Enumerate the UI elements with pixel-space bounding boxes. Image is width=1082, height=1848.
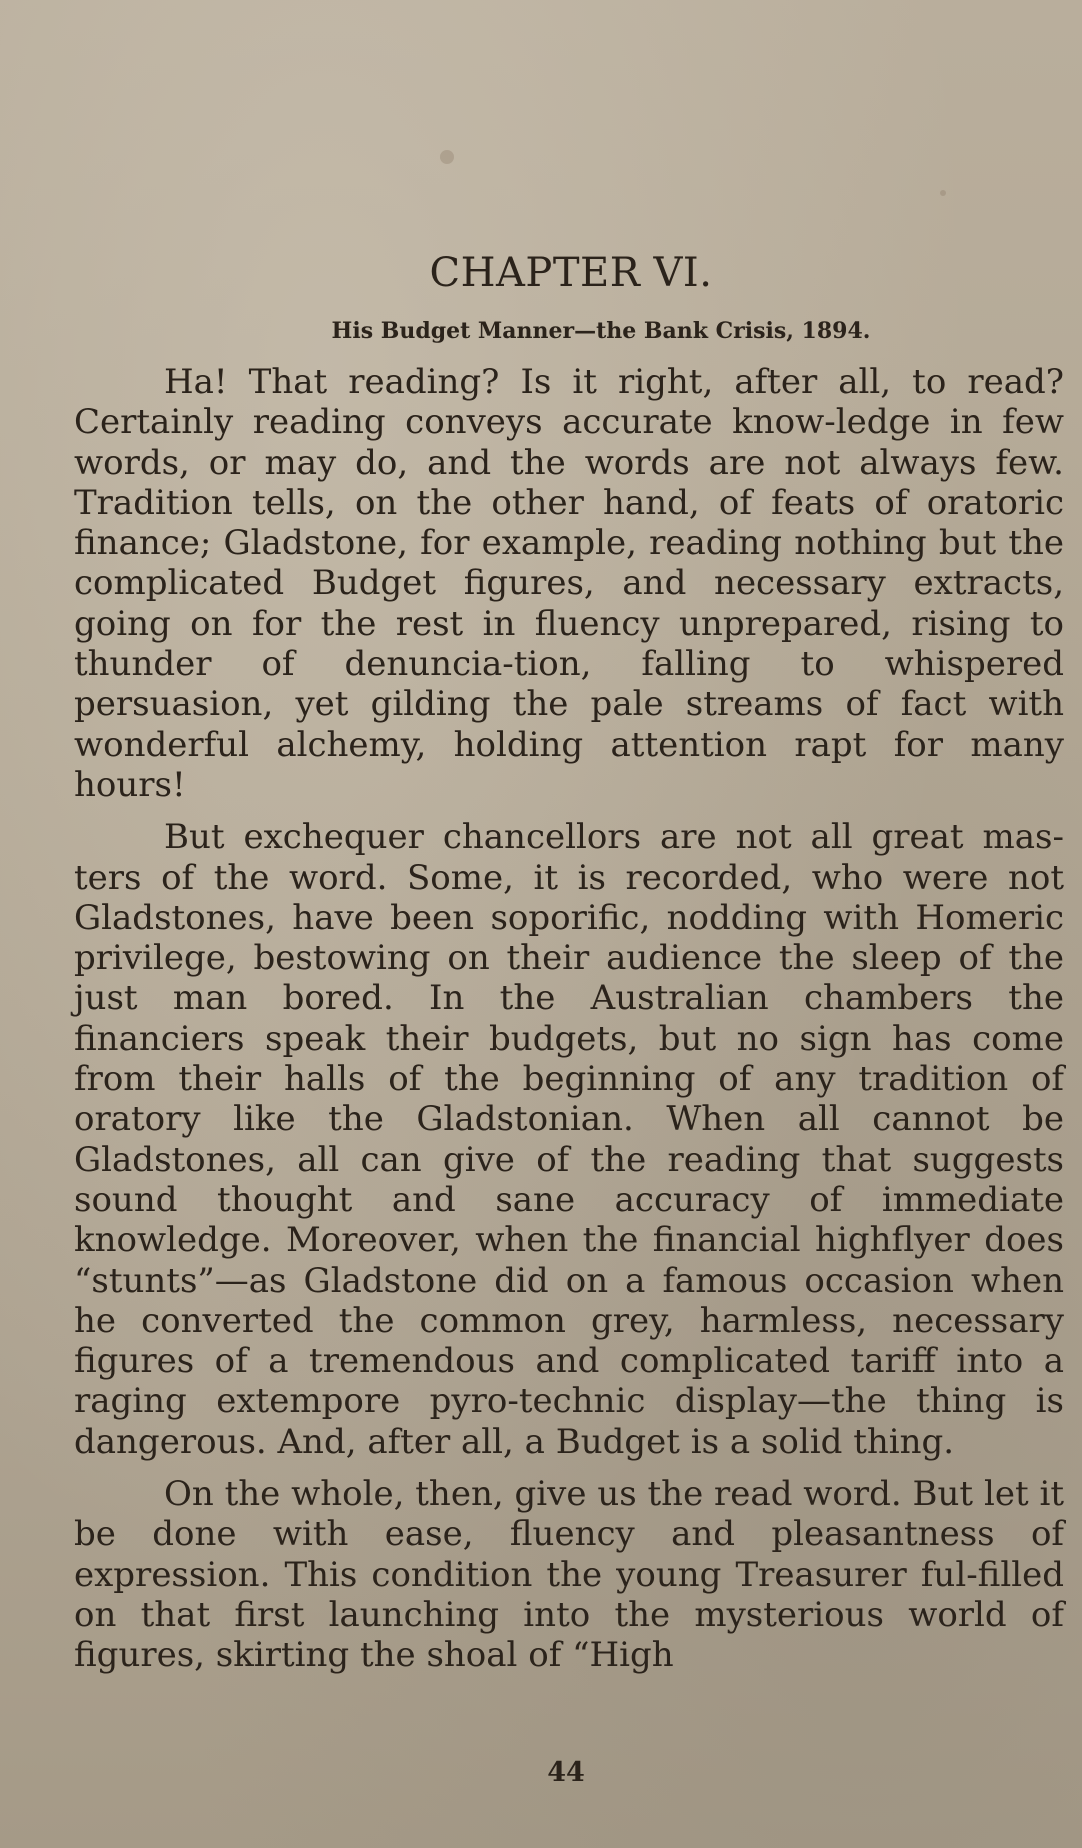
chapter-subtitle: His Budget Manner—the Bank Crisis, 1894. — [331, 318, 871, 344]
paragraph-3: On the whole, then, give us the read word. But let it be done with ease, fluency and pleasantness of expression. This condition the young Treasurer ful-filled on that first launching into the mysterious world of figures, skirting the shoal of “High — [74, 1474, 1064, 1676]
page-number: 44 — [547, 1757, 585, 1788]
paper-stain — [940, 190, 946, 196]
paper-stain — [440, 150, 454, 164]
body-text — [74, 362, 1064, 1688]
paragraph-2: But exchequer chancellors are not all great mas-ters of the word. Some, it is recorded, who were not Gladstones, have been soporific, nodding with Homeric privilege, bestowing on their audience the sleep of the just man bored. In the Australian chambers the financiers speak their budgets, but no sign has come from their halls of the beginning of any tradition of oratory like the Gladstonian. When all cannot be Gladstones, all can give of the reading that suggests sound thought and sane accuracy of immediate knowledge. Moreover, when the financial highflyer does “stunts”—as Gladstone did on a famous occasion when he converted the common grey, harmless, necessary figures of a tremendous and complicated tariff into a raging extempore pyro-technic display—the thing is dangerous. And, after all, a Budget is a solid thing. — [74, 817, 1064, 1462]
chapter-title: CHAPTER VI. — [429, 250, 713, 296]
paragraph-1: Ha! That reading? Is it right, after all, to read? Certainly reading conveys accurate know-ledge in few words, or may do, and the words are not always few. Tradition tells, on the other hand, of feats of oratoric finance; Gladstone, for example, reading nothing but the complicated Budget figures, and necessary extracts, going on for the rest in fluency unprepared, rising to thunder of denuncia-tion, falling to whispered persuasion, yet gilding the pale streams of fact with wonderful alchemy, holding attention rapt for many hours! — [74, 362, 1064, 805]
